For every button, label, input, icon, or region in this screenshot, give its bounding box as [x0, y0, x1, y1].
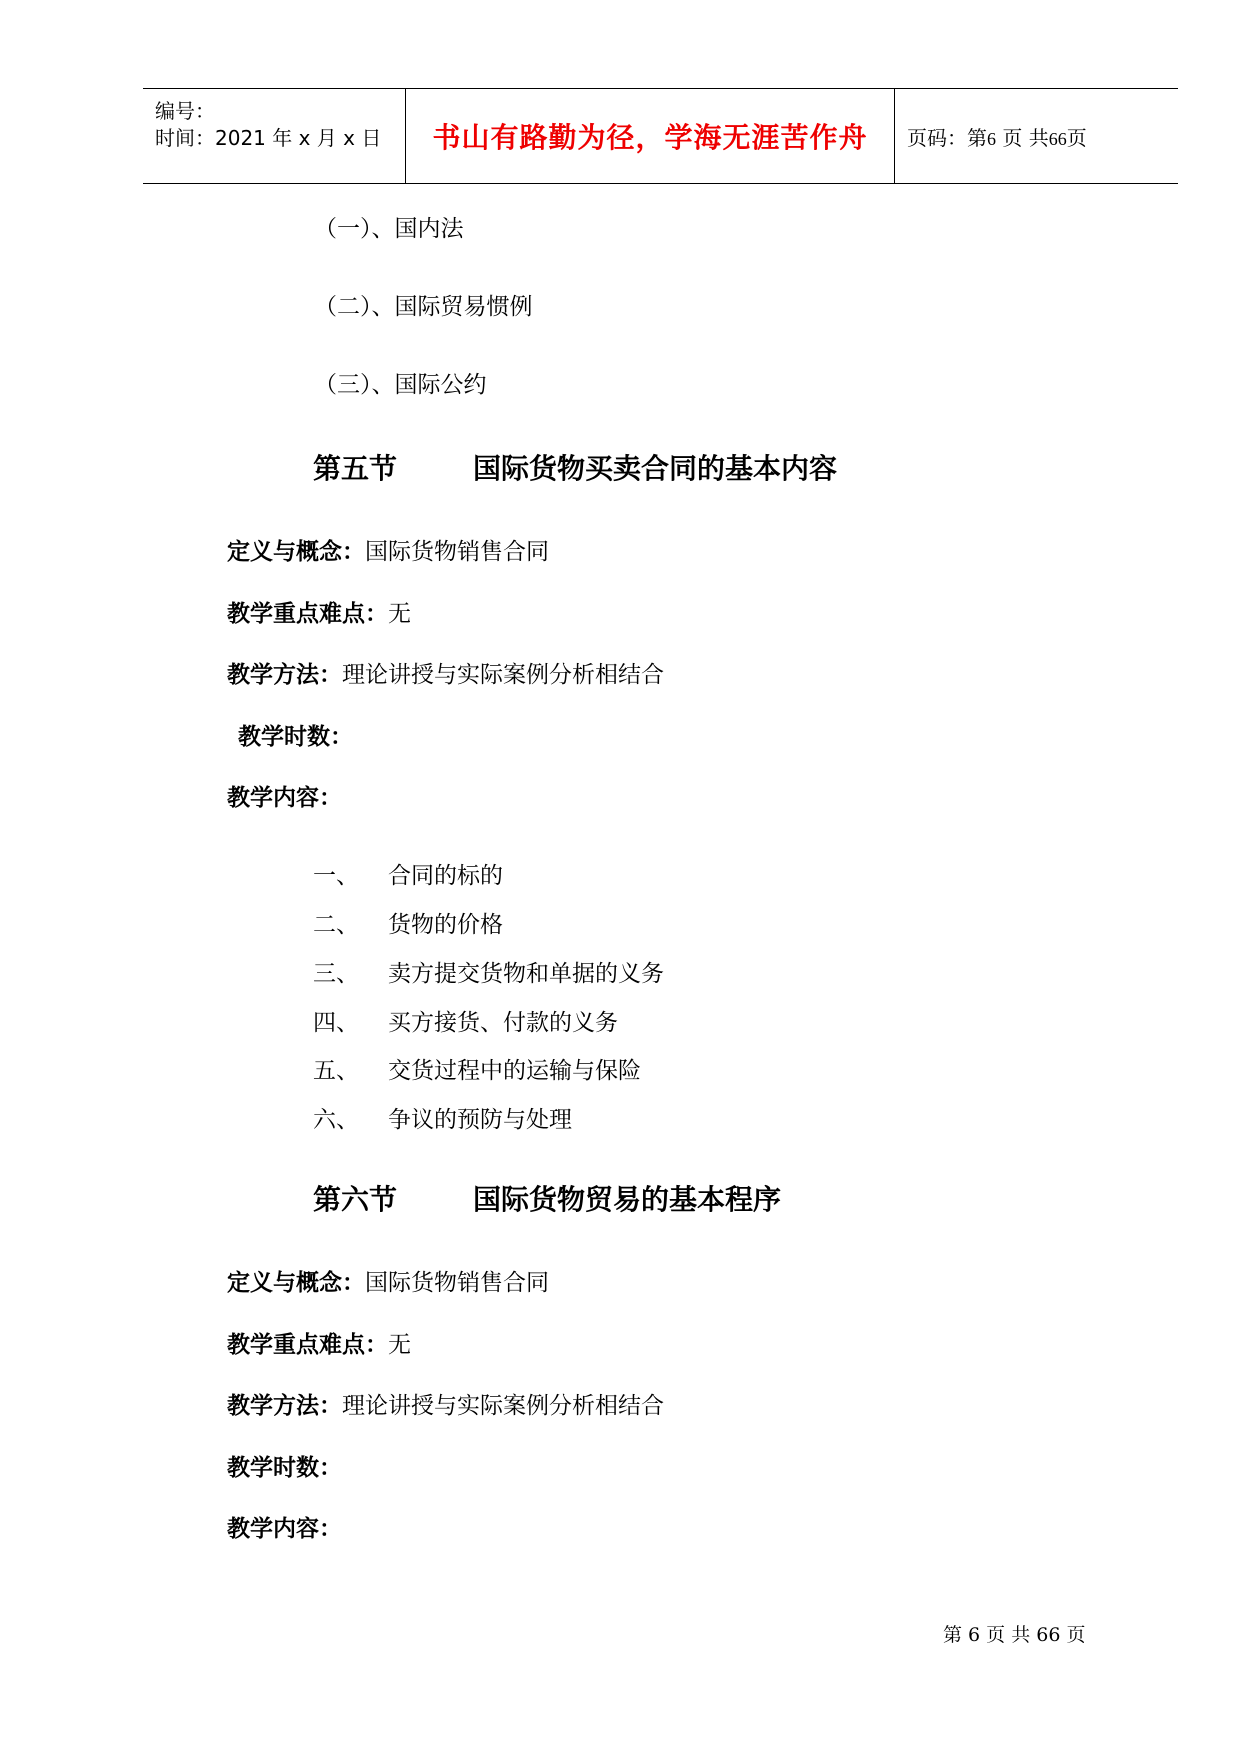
page-footer: 第 6 页 共 66 页 [943, 1624, 1086, 1646]
header-page-cell [895, 89, 1178, 183]
list-item: 四、 买方接货、付款的义务 [313, 1010, 618, 1036]
list-item: 一、 合同的标的 [313, 863, 503, 889]
list-item: 二、 货物的价格 [313, 912, 503, 938]
content-line: 教学内容： [227, 785, 342, 811]
source-item: （一）、国内法 [314, 216, 464, 242]
definition-line: 定义与概念：国际货物销售合同 [227, 539, 549, 565]
definition-line: 定义与概念：国际货物销售合同 [227, 1270, 549, 1296]
list-item: 六、 争议的预防与处理 [313, 1107, 572, 1133]
section-6-heading [313, 1178, 781, 1218]
list-item: 五、 交货过程中的运输与保险 [313, 1058, 641, 1084]
serial-label: 编号： [155, 99, 215, 123]
header-motto-cell [406, 89, 895, 183]
hours-line: 教学时数： [227, 1455, 342, 1481]
section-number: 第六节 [313, 1183, 398, 1216]
method-line: 教学方法：理论讲授与实际案例分析相结合 [227, 1393, 664, 1419]
section-number: 第五节 [313, 452, 398, 485]
page-header [143, 88, 1178, 184]
content-line: 教学内容： [227, 1516, 342, 1542]
method-line: 教学方法：理论讲授与实际案例分析相结合 [227, 662, 664, 688]
source-item: （三）、国际公约 [314, 372, 487, 398]
section-5-heading [313, 447, 837, 487]
section-title: 国际货物贸易的基本程序 [473, 1183, 782, 1216]
keypoints-line: 教学重点难点：无 [227, 601, 411, 627]
section-title: 国际货物买卖合同的基本内容 [473, 452, 838, 485]
time-label: 时间：2021 年 x 月 x 日 [155, 126, 382, 150]
header-info-cell [143, 89, 406, 183]
page-code: 页码：第6 页 共66页 [907, 125, 1087, 150]
source-item: （二）、国际贸易惯例 [314, 294, 533, 320]
hours-line: 教学时数： [238, 724, 353, 750]
keypoints-line: 教学重点难点：无 [227, 1332, 411, 1358]
list-item: 三、 卖方提交货物和单据的义务 [313, 961, 664, 987]
motto-text: 书山有路勤为径，学海无涯苦作舟 [432, 121, 868, 154]
